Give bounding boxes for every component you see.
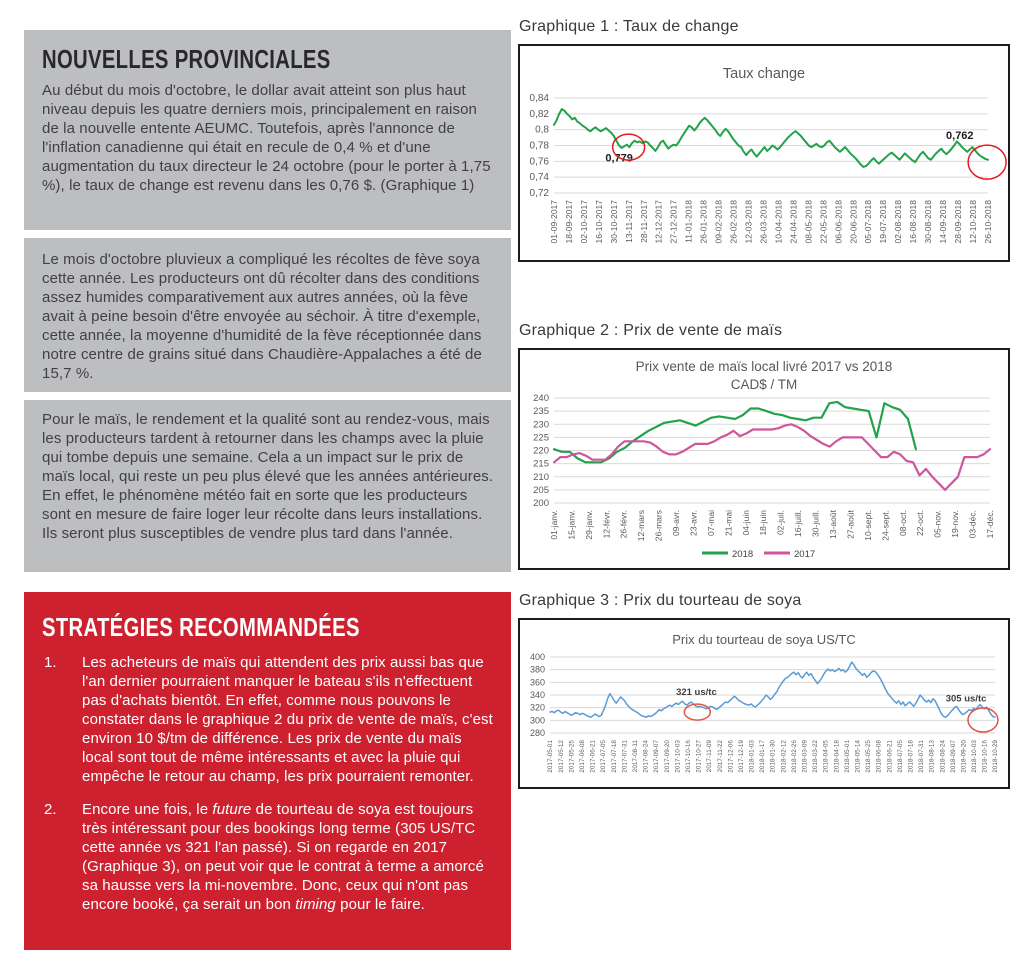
- chart3-figure-soybean-meal: [518, 618, 1010, 789]
- x-tick-label: 06-06-2018: [833, 200, 844, 244]
- x-tick-label: 2017-10-27: [695, 740, 703, 773]
- x-tick-label: 2018-07-05: [896, 740, 904, 773]
- x-tick-label: 2018-04-05: [822, 740, 830, 773]
- x-tick-label: 2018-01-03: [748, 740, 756, 773]
- data-label-annotation: 321 us/tc: [676, 687, 717, 698]
- x-tick-label: 26-02-2018: [728, 200, 739, 244]
- y-tick-label: 0,74: [529, 172, 549, 184]
- x-tick-label: 2018-05-14: [854, 740, 862, 773]
- x-tick-label: 26-févr.: [618, 510, 629, 539]
- x-tick-label: 02-juil.: [775, 510, 786, 536]
- data-series-line: [550, 662, 995, 717]
- linechart-svg: [520, 46, 1008, 260]
- chart-title: Prix du tourteau de soya US/TC: [672, 632, 856, 647]
- x-tick-label: 15-janv.: [566, 510, 577, 540]
- news-paragraph-corn: Pour le maïs, le rendement et la qualité sont au rendez-vous, mais les producteurs tardent à retourner dans les champs avec la pluie qui tombe depuis une semaine. Cela a un impact sur le prix de maïs local, qui reste un peu plus élevé que les années antérieures. En effet, le phénomène météo fait en sorte que les producteurs sont en mesure de faire loger leur récolte dans leurs installations. Ils seront plus susceptibles de vendre plus tard dans l'année.: [42, 411, 494, 542]
- y-tick-label: 230: [533, 419, 549, 431]
- data-label-annotation: 0,779: [605, 152, 633, 165]
- x-tick-label: 09-02-2018: [713, 200, 724, 244]
- x-tick-label: 16-juill.: [793, 510, 804, 537]
- strategy-item: [42, 653, 497, 786]
- x-tick-label: 21-mai: [723, 510, 734, 536]
- x-tick-label: 11-01-2018: [683, 200, 694, 243]
- news-section-soybean-harvest: [24, 238, 511, 392]
- y-tick-label: 225: [533, 432, 549, 444]
- x-tick-label: 12-03-2018: [743, 200, 754, 244]
- x-tick-label: 29-janv.: [583, 510, 594, 540]
- x-tick-label: 2018-01-30: [769, 740, 777, 773]
- x-tick-label: 2017-05-01: [547, 740, 555, 773]
- chart-title: Prix vente de maïs local livré 2017 vs 2018: [635, 359, 893, 374]
- x-tick-label: 2017-09-07: [653, 740, 661, 773]
- x-tick-label: 12-12-2017: [653, 200, 664, 244]
- news-paragraph-soybean: Le mois d'octobre pluvieux a compliqué les récoltes de fève soya cette année. Les producteurs ont dû récolter dans des conditions assez humides comparativement aux autres années, où la fève avait à peine besoin d'être envoyée au séchoir. À titre d'exemple, cette année, la moyenne d'humidité de la fève réceptionnée dans notre centre de grains situé dans Chaudière-Appalaches a été de 15,7 %.: [42, 251, 482, 382]
- x-tick-label: 18-juin: [758, 510, 769, 536]
- x-tick-label: 22-oct.: [915, 510, 926, 536]
- legend-label: 2017: [794, 549, 816, 560]
- x-tick-label: 24-sept.: [880, 510, 891, 541]
- x-tick-label: 20-06-2018: [848, 200, 859, 244]
- x-tick-label: 2018-04-18: [833, 740, 841, 773]
- x-tick-label: 27-août: [845, 510, 856, 539]
- x-tick-label: 12-10-2018: [968, 200, 979, 244]
- x-tick-label: 2017-07-18: [610, 740, 618, 773]
- x-tick-label: 02-10-2017: [578, 200, 589, 244]
- x-tick-label: 2018-06-08: [875, 740, 883, 773]
- x-tick-label: 28-11-2017: [638, 200, 649, 243]
- x-tick-label: 12-mars: [636, 510, 647, 542]
- x-tick-label: 2017-05-25: [568, 740, 576, 773]
- x-tick-label: 24-04-2018: [788, 200, 799, 244]
- news-paragraph-exchange: Au début du mois d'octobre, le dollar avait atteint son plus haut niveau depuis les quatre derniers mois, principalement en raison de la nouvelle entente AEUMC. Toutefois, après l'annonce de l'inflation canadienne qui était en recule de 0,4 % et d'une augmentation du taux directeur le 24 octobre (pour le porter à 1,75 %), le taux de change est revenu dans les 0,76 $. (Graphique 1): [42, 82, 491, 194]
- data-label-annotation: 305 us/tc: [945, 693, 987, 705]
- chart-title: CAD$ / TM: [730, 377, 798, 392]
- x-tick-label: 2018-05-25: [865, 740, 873, 773]
- x-tick-label: 2018-06-21: [886, 740, 894, 773]
- y-tick-label: 0,8: [535, 124, 549, 136]
- news-heading: NOUVELLES PROVINCIALES: [42, 44, 331, 74]
- x-tick-label: 2018-02-12: [780, 740, 788, 773]
- strategies-section: [24, 592, 511, 950]
- x-tick-label: 2018-01-17: [759, 740, 767, 773]
- y-tick-label: 240: [533, 393, 549, 404]
- data-label-annotation: 0,762: [946, 130, 974, 143]
- x-tick-label: 05-07-2018: [863, 200, 874, 244]
- x-tick-label: 2018-10-16: [981, 740, 989, 773]
- news-section-corn: [24, 400, 511, 572]
- x-tick-label: 12-févr.: [601, 510, 612, 539]
- x-tick-label: 22-05-2018: [818, 200, 829, 244]
- x-tick-label: 01-janv.: [548, 510, 559, 540]
- x-tick-label: 2018-08-24: [939, 740, 947, 773]
- x-tick-label: 13-11-2017: [623, 200, 634, 243]
- x-tick-label: 14-09-2018: [938, 200, 949, 244]
- y-tick-label: 0,76: [529, 156, 549, 168]
- x-tick-label: 2018-07-18: [907, 740, 915, 773]
- x-tick-label: 2017-06-08: [579, 740, 587, 773]
- x-tick-label: 2018-09-20: [960, 740, 968, 773]
- x-tick-label: 13-août: [828, 510, 839, 539]
- x-tick-label: 26-03-2018: [758, 200, 769, 244]
- x-tick-label: 18-09-2017: [563, 200, 574, 244]
- x-tick-label: 2017-09-20: [663, 740, 671, 773]
- x-tick-label: 28-09-2018: [953, 200, 964, 244]
- x-tick-label: 2018-10-03: [971, 740, 979, 773]
- y-tick-label: 0,72: [529, 188, 549, 199]
- x-tick-label: 2018-10-29: [992, 740, 1000, 773]
- x-tick-label: 30-08-2018: [923, 200, 934, 244]
- strategy-text: Encore une fois, le future de tourteau de soya est toujours très intéressant pour des bookings long terme (305 US/TC cette année vs 321 l'an passé). Si on regarde en 2017 (Graphique 3), on peut voir que le contrat à terme a amorcé sa hausse vers la mi-novembre. Donc, ceux qui n'ont pas encore booké, ça serait un bon timing pour le faire.: [82, 801, 484, 913]
- news-section-exchange: [24, 30, 511, 230]
- chart-group-soybean-meal: [518, 592, 1010, 789]
- x-tick-label: 30-10-2017: [608, 200, 619, 244]
- data-series-line: [554, 424, 990, 490]
- chart2-figure-corn-price: [518, 348, 1010, 570]
- x-tick-label: 09-avr.: [671, 510, 682, 536]
- y-tick-label: 200: [533, 498, 549, 509]
- y-tick-label: 400: [529, 652, 545, 662]
- chart2-heading: Graphique 2 : Prix de vente de maïs: [519, 322, 783, 339]
- strategies-list: [42, 653, 497, 914]
- x-tick-label: 26-01-2018: [698, 200, 709, 244]
- x-tick-label: 2017-11-09: [706, 740, 714, 773]
- y-tick-label: 0,84: [529, 93, 549, 104]
- chart-group-exchange-rate: [518, 18, 1010, 262]
- x-tick-label: 26-mars: [653, 510, 664, 542]
- x-tick-label: 17-déc.: [984, 510, 995, 539]
- x-tick-label: 19-nov.: [950, 510, 961, 538]
- strategy-text: Les acheteurs de maïs qui attendent des prix aussi bas que l'an dernier pourraient manquer le bateau s'ils n'effectuent pas d'achats bientôt. En effet, comme nous pouvons le constater dans le graphique 2 du prix de vente de maïs, c'est environ 10 $/tm de différence. Les prix de vente du maïs local sont tout de même intéressants et avec la pluie qui empêche le retour au champ, les prix pourraient remonter.: [82, 654, 493, 785]
- x-tick-label: 05-nov.: [932, 510, 943, 538]
- x-tick-label: 2017-08-11: [632, 740, 640, 773]
- x-tick-label: 2017-05-12: [557, 740, 565, 773]
- y-tick-label: 320: [529, 702, 545, 713]
- x-tick-label: 03-déc.: [967, 510, 978, 539]
- strategies-heading: STRATÉGIES RECOMMANDÉES: [42, 612, 360, 642]
- x-tick-label: 2018-02-26: [790, 740, 798, 773]
- y-tick-label: 360: [529, 677, 545, 688]
- x-tick-label: 30-juill.: [810, 510, 821, 537]
- x-tick-label: 01-09-2017: [548, 200, 559, 244]
- y-tick-label: 205: [533, 484, 549, 496]
- y-tick-label: 0,82: [529, 108, 549, 120]
- x-tick-label: 2018-03-22: [812, 740, 820, 773]
- x-tick-label: 2017-12-19: [737, 740, 745, 773]
- x-tick-label: 2017-06-21: [589, 740, 597, 773]
- chart-title: Taux change: [722, 66, 806, 82]
- strategy-number: 1.: [44, 654, 57, 671]
- x-tick-label: 2017-10-03: [674, 740, 682, 773]
- x-tick-label: 2017-10-16: [684, 740, 692, 773]
- x-tick-label: 2017-11-22: [716, 740, 724, 773]
- x-tick-label: 2018-07-31: [918, 740, 926, 773]
- chart3-heading: Graphique 3 : Prix du tourteau de soya: [519, 592, 802, 609]
- x-tick-label: 2018-08-13: [928, 740, 936, 773]
- x-tick-label: 04-juin: [740, 510, 751, 536]
- y-tick-label: 235: [533, 406, 549, 418]
- x-tick-label: 07-mai: [705, 510, 716, 536]
- x-tick-label: 23-avr.: [688, 510, 699, 536]
- chart1-figure-exchange-rate: [518, 44, 1010, 262]
- x-tick-label: 2017-07-05: [600, 740, 608, 773]
- y-tick-label: 0,78: [529, 140, 549, 152]
- strategy-item: [42, 800, 497, 914]
- y-tick-label: 380: [529, 664, 545, 675]
- y-tick-label: 340: [529, 690, 545, 700]
- linechart-svg: [520, 620, 1008, 787]
- x-tick-label: 2018-03-09: [801, 740, 809, 773]
- x-tick-label: 2018-05-01: [843, 740, 851, 773]
- x-tick-label: 02-08-2018: [893, 200, 904, 244]
- y-tick-label: 215: [533, 458, 549, 470]
- y-tick-label: 300: [529, 715, 545, 726]
- linechart-svg: [520, 350, 1008, 568]
- y-tick-label: 280: [529, 728, 545, 738]
- x-tick-label: 19-07-2018: [878, 200, 889, 244]
- x-tick-label: 2017-08-24: [642, 740, 650, 773]
- x-tick-label: 27-12-2017: [668, 200, 679, 244]
- legend-label: 2018: [732, 549, 754, 560]
- x-tick-label: 16-10-2017: [593, 200, 604, 244]
- x-tick-label: 08-oct.: [897, 510, 908, 536]
- chart1-heading: Graphique 1 : Taux de change: [519, 18, 739, 35]
- x-tick-label: 16-08-2018: [908, 200, 919, 244]
- highlight-circle: [968, 145, 1006, 179]
- chart-group-corn-price: [518, 322, 1010, 570]
- x-tick-label: 26-10-2018: [982, 200, 993, 244]
- x-tick-label: 2018-09-07: [949, 740, 957, 773]
- x-tick-label: 10-sept.: [862, 510, 873, 541]
- y-tick-label: 210: [533, 471, 549, 483]
- x-tick-label: 08-05-2018: [803, 200, 814, 244]
- x-tick-label: 2017-12-06: [727, 740, 735, 773]
- y-tick-label: 220: [533, 445, 549, 457]
- x-tick-label: 2017-07-31: [621, 740, 629, 773]
- strategy-number: 2.: [44, 801, 57, 818]
- x-tick-label: 10-04-2018: [773, 200, 784, 244]
